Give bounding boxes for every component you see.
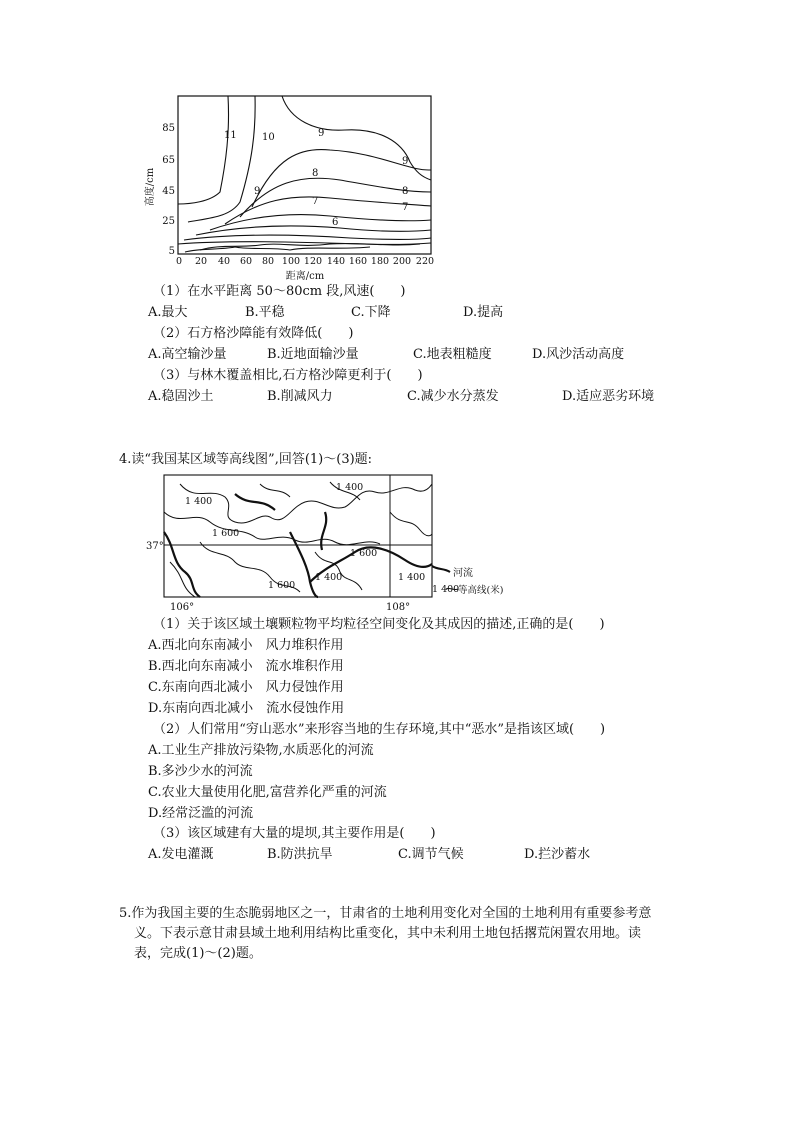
- q3-sub2-option-b: B.近地面输沙量: [267, 347, 359, 362]
- elevation-label: 1 400: [398, 572, 426, 583]
- contour-label: 8: [402, 186, 409, 197]
- q4-sub3-stem: （3）该区域建有大量的堤坝,其主要作用是( ): [153, 826, 436, 841]
- contour-label: 7: [402, 202, 409, 213]
- q4-sub3-option-d: D.拦沙蓄水: [524, 847, 591, 862]
- y-tick: 45: [162, 186, 175, 197]
- x-tick: 200: [392, 256, 412, 267]
- elevation-label: 1 400: [315, 572, 343, 583]
- latitude-label: 37°: [146, 541, 164, 552]
- legend-river-label: 河流: [453, 568, 473, 579]
- q3-sub3-stem: （3）与林木覆盖相比,石方格沙障更利于( ): [153, 368, 423, 383]
- q4-stem: 4.读“我国某区域等高线图”,回答(1)～(3)题:: [119, 452, 373, 467]
- q3-sub2-option-d: D.风沙活动高度: [532, 347, 625, 362]
- contour-label: 8: [312, 168, 319, 179]
- elevation-label: 1 400: [185, 496, 213, 507]
- q3-sub1-option-a: A.最大: [148, 305, 188, 320]
- q4-sub1-option-d: D.东南向西北减小 流水侵蚀作用: [148, 701, 345, 716]
- q3-sub2-option-c: C.地表粗糙度: [413, 347, 492, 362]
- q4-sub1-stem: （1）关于该区域土壤颗粒物平均粒径空间变化及其成因的描述,正确的是( ): [153, 617, 605, 632]
- q4-sub2-option-b: B.多沙少水的河流: [148, 764, 253, 779]
- contour-label: 10: [262, 132, 275, 143]
- q4-sub3-option-b: B.防洪抗旱: [267, 847, 333, 862]
- x-tick: 0: [175, 256, 183, 267]
- q3-sub3-option-b: B.削减风力: [267, 389, 333, 404]
- contour-lines: [178, 96, 431, 252]
- x-tick: 140: [326, 256, 346, 267]
- plot-frame: [178, 96, 431, 254]
- contour-label: 11: [224, 130, 237, 141]
- contour-label: 7: [312, 196, 319, 207]
- x-tick: 220: [415, 256, 435, 267]
- y-axis-label: 高度/cm: [145, 167, 156, 207]
- q4-sub2-option-d: D.经常泛滥的河流: [148, 806, 254, 821]
- q3-sub3-option-d: D.适应恶劣环境: [562, 389, 655, 404]
- y-tick: 5: [168, 246, 175, 257]
- q3-sub2-option-a: A.高空输沙量: [148, 347, 227, 362]
- contour-label: 9: [318, 128, 325, 139]
- elevation-label: 1 400: [336, 482, 364, 493]
- elevation-label: 1 600: [268, 580, 296, 591]
- x-tick: 100: [281, 256, 301, 267]
- q5-line-1: 5.作为我国主要的生态脆弱地区之一，甘肃省的土地利用变化对全国的土地利用有重要参考意: [119, 906, 652, 921]
- x-tick: 120: [303, 256, 323, 267]
- x-tick: 60: [239, 256, 253, 267]
- contour-label: 9: [402, 156, 409, 167]
- y-tick: 65: [162, 155, 175, 166]
- legend-contour-value: 1 400: [432, 584, 460, 595]
- longitude-label: 106°: [170, 602, 195, 613]
- q4-sub1-option-b: B.西北向东南减小 流水堆积作用: [148, 659, 344, 674]
- contour-map: [140, 472, 540, 614]
- x-tick: 40: [217, 256, 231, 267]
- q3-sub2-stem: （2）石方格沙障能有效降低( ): [153, 326, 354, 341]
- q5-line-2: 义。下表示意甘肃县域土地利用结构比重变化，其中未利用土地包括撂荒闲置农用地。读: [134, 926, 642, 941]
- x-tick: 160: [348, 256, 368, 267]
- q3-sub1-option-b: B.平稳: [245, 305, 285, 320]
- x-tick: 180: [370, 256, 390, 267]
- q3-sub3-option-a: A.稳固沙土: [148, 389, 214, 404]
- q4-sub1-option-c: C.东南向西北减小 风力侵蚀作用: [148, 680, 344, 695]
- legend-contour-label: 等高线(米): [458, 585, 504, 596]
- y-tick: 25: [162, 216, 175, 227]
- x-tick: 20: [194, 256, 208, 267]
- q4-sub3-option-a: A.发电灌溉: [148, 847, 214, 862]
- q4-sub2-option-c: C.农业大量使用化肥,富营养化严重的河流: [148, 785, 387, 800]
- q4-sub3-option-c: C.调节气候: [398, 847, 464, 862]
- q3-sub1-stem: （1）在水平距离 50～80cm 段,风速( ): [153, 284, 406, 299]
- q4-sub1-option-a: A.西北向东南减小 风力堆积作用: [148, 638, 344, 653]
- y-tick: 85: [162, 123, 175, 134]
- q4-sub2-option-a: A.工业生产排放污染物,水质恶化的河流: [148, 743, 374, 758]
- elevation-label: 1 600: [212, 528, 240, 539]
- x-tick: 80: [261, 256, 275, 267]
- q3-sub1-option-c: C.下降: [351, 305, 391, 320]
- x-axis-label: 距离/cm: [285, 271, 325, 282]
- q3-sub1-option-d: D.提高: [463, 305, 504, 320]
- q3-sub3-option-c: C.减少水分蒸发: [407, 389, 499, 404]
- q5-line-3: 表，完成(1)～(2)题。: [134, 946, 262, 961]
- contour-label: 9: [254, 186, 261, 197]
- elevation-label: 1 600: [350, 548, 378, 559]
- legend-river-icon: [432, 566, 450, 572]
- contour-label: 6: [332, 217, 339, 228]
- q4-sub2-stem: （2）人们常用“穷山恶水”来形容当地的生存环境,其中“恶水”是指该区域( ): [153, 722, 606, 737]
- wind-speed-contour-chart: [140, 92, 440, 284]
- longitude-label: 108°: [386, 602, 411, 613]
